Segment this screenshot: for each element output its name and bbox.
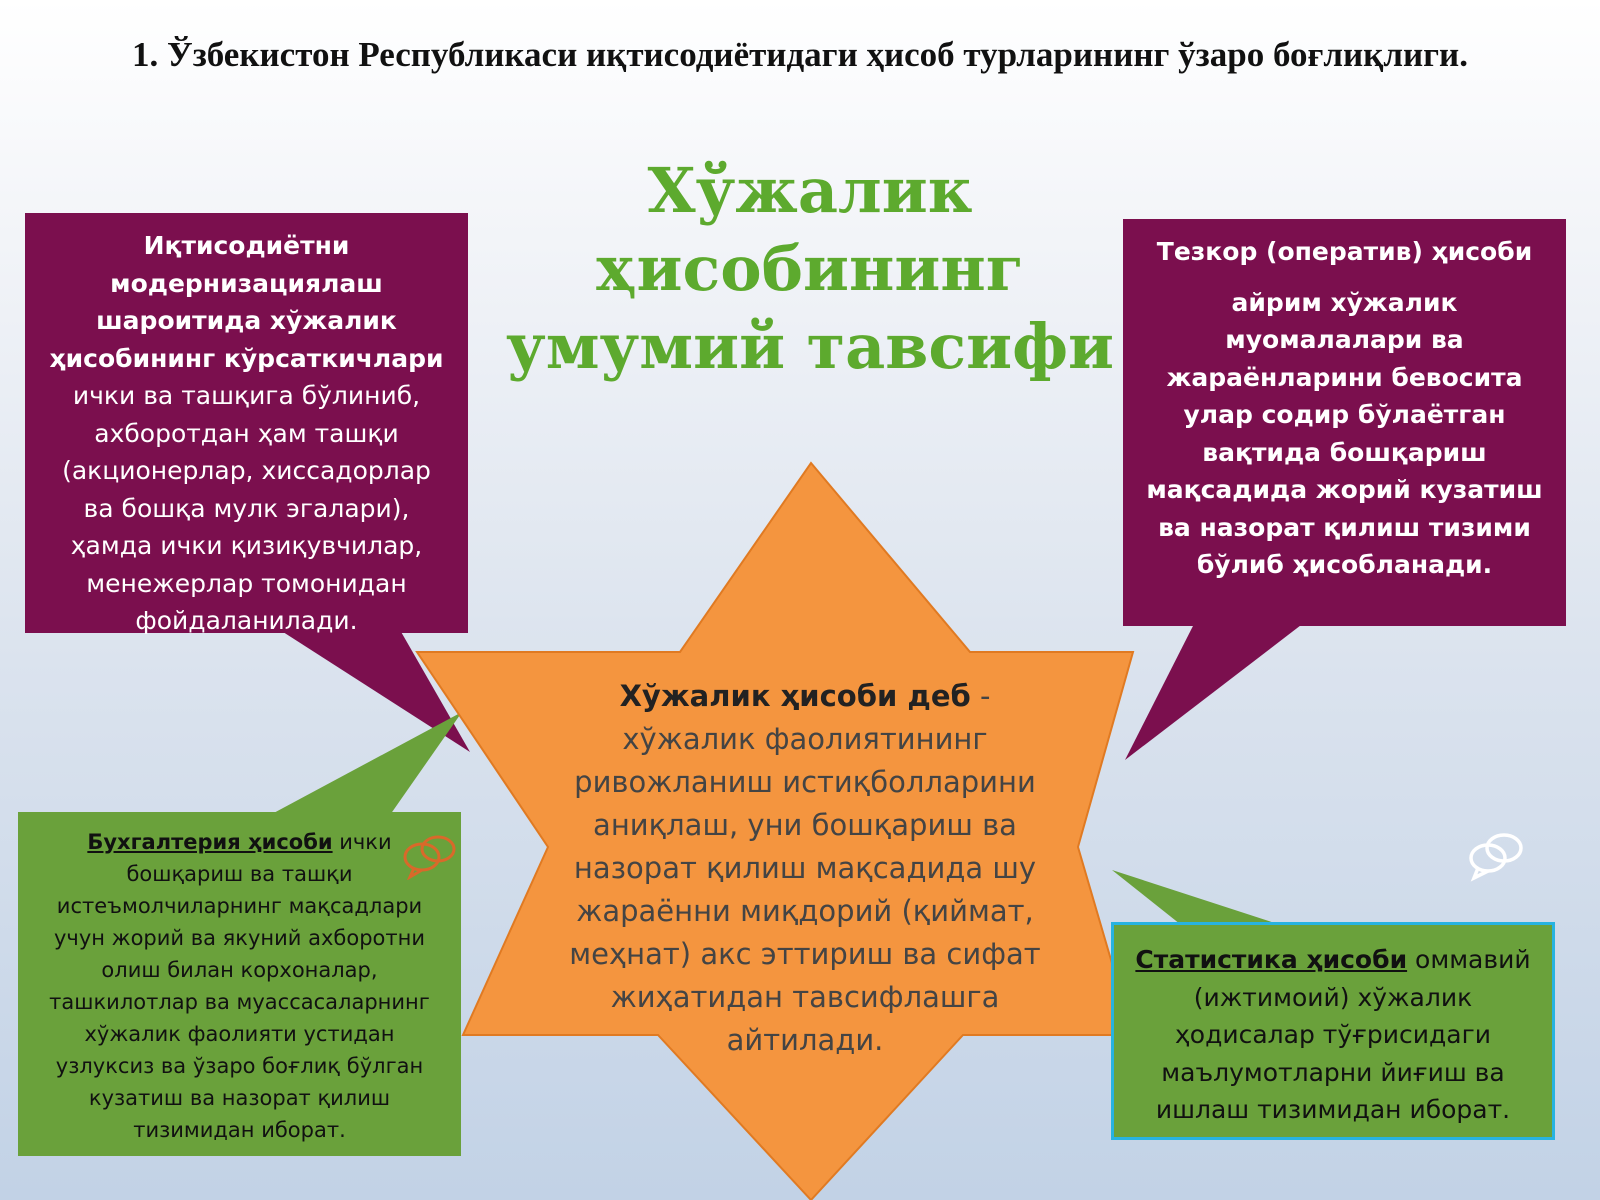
page-title: 1. Ўзбекистон Республикаси иқтисодиётидаги ҳисоб турларининг ўзаро боғлиқлиги. [132, 35, 1468, 74]
right-box-heading: Тезкор (оператив) ҳисоби [1156, 237, 1533, 266]
teal-callout-tail [1112, 870, 1290, 928]
statistics-text: оммавий (ижтимоий) хўжалик ҳодисалар тўғрисидаги маълумотларни йиғиш ва ишлаш тизимидан иборат. [1155, 945, 1531, 1124]
right-callout-box [1123, 219, 1566, 626]
accounting-term: Бухгалтерия ҳисоби [87, 830, 333, 854]
accounting-callout-box [18, 812, 461, 1156]
statistics-callout-box [1111, 922, 1555, 1140]
accounting-text: ички бошқариш ва ташқи истеъмолчиларнинг мақсадлари учун жорий ва якуний ахборотни олиш билан корхоналар, ташкилотлар ва муассасаларнинг хўжалик фаолияти устидан узлуксиз ва ўзаро боғлиқ бўлган кузатиш ва назорат қилиш тизимидан иборат. [49, 830, 430, 1142]
green-callout-tail [270, 712, 462, 815]
definition-body: - хўжалик фаолиятининг ривожланиш истиқболларини аниқлаш, уни бошқариш ва назорат қилиш мақсадида шу жараённи миқдорий (қиймат, меҳнат) акс эттириш ва сифат жиҳатидан тавсифлашга айтилади. [569, 679, 1041, 1057]
right-callout-tail [1125, 622, 1305, 760]
left-callout-box [25, 213, 468, 633]
statistics-term: Статистика ҳисоби [1135, 945, 1408, 974]
chat-bubbles-icon [1466, 830, 1528, 882]
chat-bubbles-icon [400, 832, 460, 880]
star-definition-text [560, 675, 1050, 1062]
left-box-bold-text: Иқтисодиётни модернизациялаш шароитида хўжалик ҳисобининг кўрсаткичлари [49, 231, 444, 373]
definition-lead: Хўжалик ҳисоби деб [619, 679, 971, 713]
left-box-text: ички ва ташқига бўлиниб, ахборотдан ҳам ташқи (акционерлар, хиссадорлар ва бошқа мулк эгалари), ҳамда ички қизиқувчилар, менежерлар томонидан фойдаланилади. [62, 381, 431, 635]
center-heading: Хўжалик ҳисобининг умумий тавсифи [506, 154, 1114, 383]
right-box-text: айрим хўжалик муомалалари ва жараёнларини бевосита улар содир бўлаётган вақтида бошқариш мақсадида жорий кузатиш ва назорат қилиш тизими бўлиб ҳисобланади. [1146, 287, 1543, 579]
